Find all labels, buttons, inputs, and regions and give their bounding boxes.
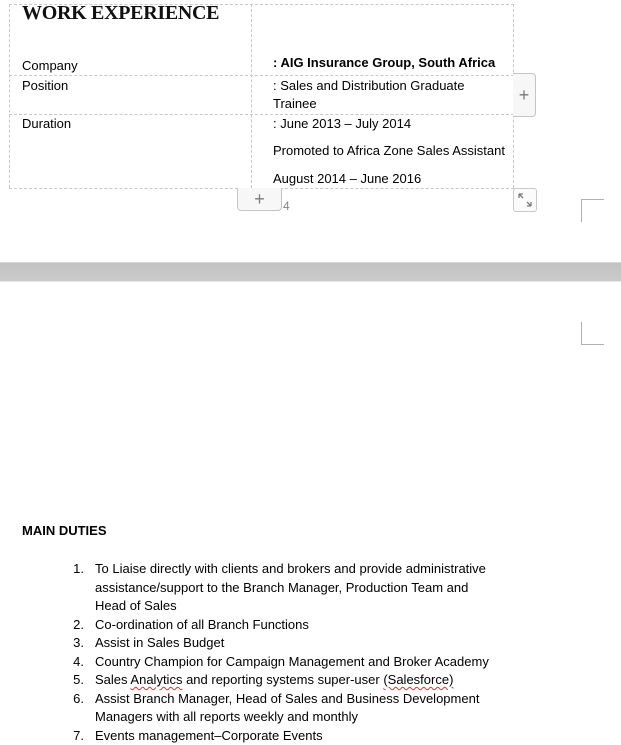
list-number: 2. <box>62 616 84 635</box>
table-row-divider <box>9 114 514 115</box>
table-column-divider <box>251 4 252 188</box>
list-number: 1. <box>62 560 84 579</box>
list-item-text <box>95 671 522 690</box>
value-company: : AIG Insurance Group, South Africa <box>273 55 495 71</box>
section-heading-work-experience: WORK EXPERIENCE <box>22 2 219 25</box>
list-item <box>62 616 522 635</box>
list-item-text: Country Champion for Campaign Management and Broker Academy <box>95 653 522 672</box>
text-run: and reporting systems super-user <box>182 672 383 687</box>
page-corner-mark <box>581 199 604 222</box>
value-duration-line3: August 2014 – June 2016 <box>273 171 421 187</box>
list-item <box>62 560 522 616</box>
table-row-divider <box>9 75 514 76</box>
plus-icon: + <box>519 85 530 105</box>
add-row-button[interactable] <box>237 188 282 211</box>
resize-diagonal-icon <box>514 189 536 211</box>
section-heading-main-duties: MAIN DUTIES <box>22 523 107 538</box>
list-number: 4. <box>62 653 84 672</box>
list-item <box>62 634 522 653</box>
page-break-gap <box>0 262 621 282</box>
list-item-text: assistance/support to the Branch Manager, Production Team and <box>95 579 522 598</box>
value-duration-line2: Promoted to Africa Zone Sales Assistant <box>273 143 505 159</box>
spellcheck-flagged-word[interactable]: Analytics <box>130 672 182 687</box>
duties-list <box>62 560 522 745</box>
plus-icon: + <box>254 189 265 209</box>
row-count-hint: 4 <box>283 199 290 213</box>
list-item-text: Head of Sales <box>95 597 522 616</box>
list-item-text: Assist Branch Manager, Head of Sales and Business Development <box>95 690 522 709</box>
page-corner-mark <box>581 322 604 345</box>
list-item <box>62 727 522 745</box>
list-number: 3. <box>62 634 84 653</box>
value-position-line1: : Sales and Distribution Graduate <box>273 78 465 94</box>
text-run: Sales <box>95 672 130 687</box>
value-position-line2: Trainee <box>273 96 317 112</box>
list-item-text: Co-ordination of all Branch Functions <box>95 616 522 635</box>
spellcheck-flagged-word[interactable]: (Salesforce) <box>383 672 453 687</box>
list-number: 7. <box>62 727 84 745</box>
list-item-text: To Liaise directly with clients and brokers and provide administrative <box>95 560 522 579</box>
label-duration: Duration <box>22 116 71 132</box>
list-item-text: Events management–Corporate Events <box>95 727 522 745</box>
list-item <box>62 671 522 690</box>
list-number: 6. <box>62 690 84 709</box>
list-number: 5. <box>62 671 84 690</box>
value-duration-line1: : June 2013 – July 2014 <box>273 116 411 132</box>
list-item <box>62 690 522 727</box>
list-item-text: Managers with all reports weekly and monthly <box>95 708 522 727</box>
list-item <box>62 653 522 672</box>
add-column-button[interactable] <box>513 73 536 117</box>
list-item-text: Assist in Sales Budget <box>95 634 522 653</box>
label-company: Company <box>22 58 78 74</box>
label-position: Position <box>22 78 68 94</box>
table-border-left <box>9 4 10 188</box>
table-resize-handle[interactable] <box>513 188 537 212</box>
